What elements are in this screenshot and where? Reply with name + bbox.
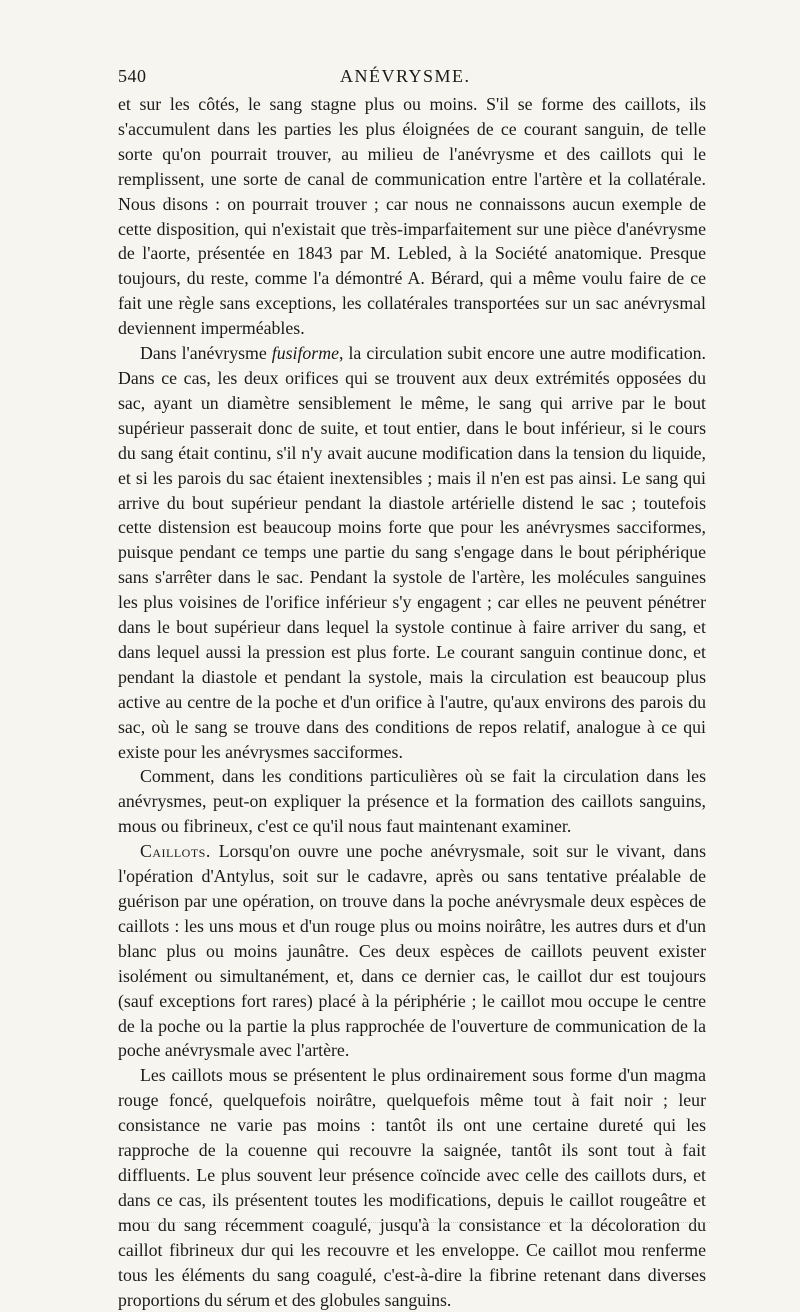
paragraph-caillots: [118, 839, 706, 1063]
bottom-rule: [122, 1222, 710, 1223]
running-title: ANÉVRYSME.: [340, 66, 471, 86]
paragraph-fusiforme-after: , la circulation subit encore une autre modification. Dans ce cas, les deux orifices qui se trouvent aux deux extrémités opposées du sac, ayant un diamètre sensiblement le même, le sang qui arrive par le bout supérieur passerait donc de suite, et tout entier, dans le bout inférieur, si le cours du sang était continu, s'il n'y avait aucune modification dans la tension du liquide, et si les parois du sac étaient inextensibles ; mais il n'en est pas ainsi. Le sang qui arrive du bout supérieur pendant la diastole artérielle distend le sac ; toutefois cette distension est beaucoup moins forte que pour les anévrysmes sacciformes, puisque pendant ce temps une partie du sang s'engage dans le bout périphérique sans s'arrêter dans le sac. Pendant la systole de l'artère, les molécules sanguines les plus voisines de l'orifice inférieur s'y engagent ; car elles ne peuvent pénétrer dans le bout supérieur dans lequel la systole continue à faire arriver du sang, et dans lequel aussi la pression est plus forte. Le courant sanguin continue donc, et pendant la diastole et pendant la systole, mais la circulation est beaucoup plus active au centre de la poche et d'un orifice à l'autre, qu'aux environs des parois du sac, où le sang se trouve dans des conditions de repos relatif, analogue à ce qui existe pour les anévrysmes sacciformes.: [118, 343, 706, 762]
section-lead-caillots: Caillots.: [140, 841, 211, 862]
paragraph-caillots-text: Lorsqu'on ouvre une poche anévrysmale, soit sur le vivant, dans l'opération d'Antylus, soit sur le cadavre, après ou sans tentative préalable de guérison par une opération, on trouve dans la poche anévrysmale deux espèces de caillots : les uns mous et d'un rouge plus ou moins noirâtre, les autres durs et d'un blanc plus ou moins jaunâtre. Ces deux espèces de caillots peuvent exister isolément ou simultanément, et, dans ce dernier cas, le caillot dur est toujours (sauf exceptions fort rares) placé à la périphérie ; le caillot mou occupe le centre de la poche ou la partie la plus rapprochée de l'ouverture de communication de la poche anévrysmale avec l'artère.: [118, 841, 706, 1061]
paragraph-fusiforme: [118, 341, 706, 764]
paragraph-continuation: et sur les côtés, le sang stagne plus ou moins. S'il se forme des caillots, ils s'accumulent dans les parties les plus éloignées de ce courant sanguin, de telle sorte qu'on pourrait trouver, au milieu de l'anévrysme et des caillots qui le remplissent, une sorte de canal de communication entre l'artère et la collatérale. Nous disons : on pourrait trouver ; car nous ne connaissons aucun exemple de cette disposition, qui n'existait que très-imparfaitement sur une pièce d'anévrysme de l'aorte, présentée en 1843 par M. Lebled, à la Société anatomique. Presque toujours, du reste, comme l'a démontré A. Bérard, qui a même voulu faire de ce fait une règle sans exceptions, les collatérales transportées sur un sac anévrysmal deviennent imperméables.: [118, 94, 706, 339]
paragraph-question: Comment, dans les conditions particulières où se fait la circulation dans les anévrysmes, peut-on expliquer la présence et la formation des caillots sanguins, mous ou fibrineux, c'est ce qu'il nous faut maintenant examiner.: [118, 766, 706, 837]
body-text: [118, 92, 706, 1312]
running-head: [118, 66, 706, 92]
term-fusiforme: fusiforme: [271, 343, 339, 364]
book-page: [118, 66, 706, 1312]
paragraph-caillots-mous: Les caillots mous se présentent le plus ordinairement sous forme d'un magma rouge foncé, quelquefois noirâtre, quelquefois même tout à fait noir ; leur consistance ne varie pas moins : tantôt ils ont une certaine dureté qui les rapproche de la couenne qui recouvre la saignée, tantôt ils sont tout à fait diffluents. Le plus souvent leur présence coïncide avec celle des caillots durs, et dans ce cas, ils présentent toutes les modifications, depuis le caillot rougeâtre et mou du sang récemment coagulé, jusqu'à la consistance et la décoloration du caillot fibrineux dur qui les recouvre et les enveloppe. Ce caillot mou renferme tous les éléments du sang coagulé, c'est-à-dire la fibrine retenant dans diverses proportions du sérum et des globules sanguins.: [118, 1065, 706, 1310]
paragraph-fusiforme-before: Dans l'anévrysme: [140, 343, 272, 364]
page-number: 540: [118, 66, 147, 86]
